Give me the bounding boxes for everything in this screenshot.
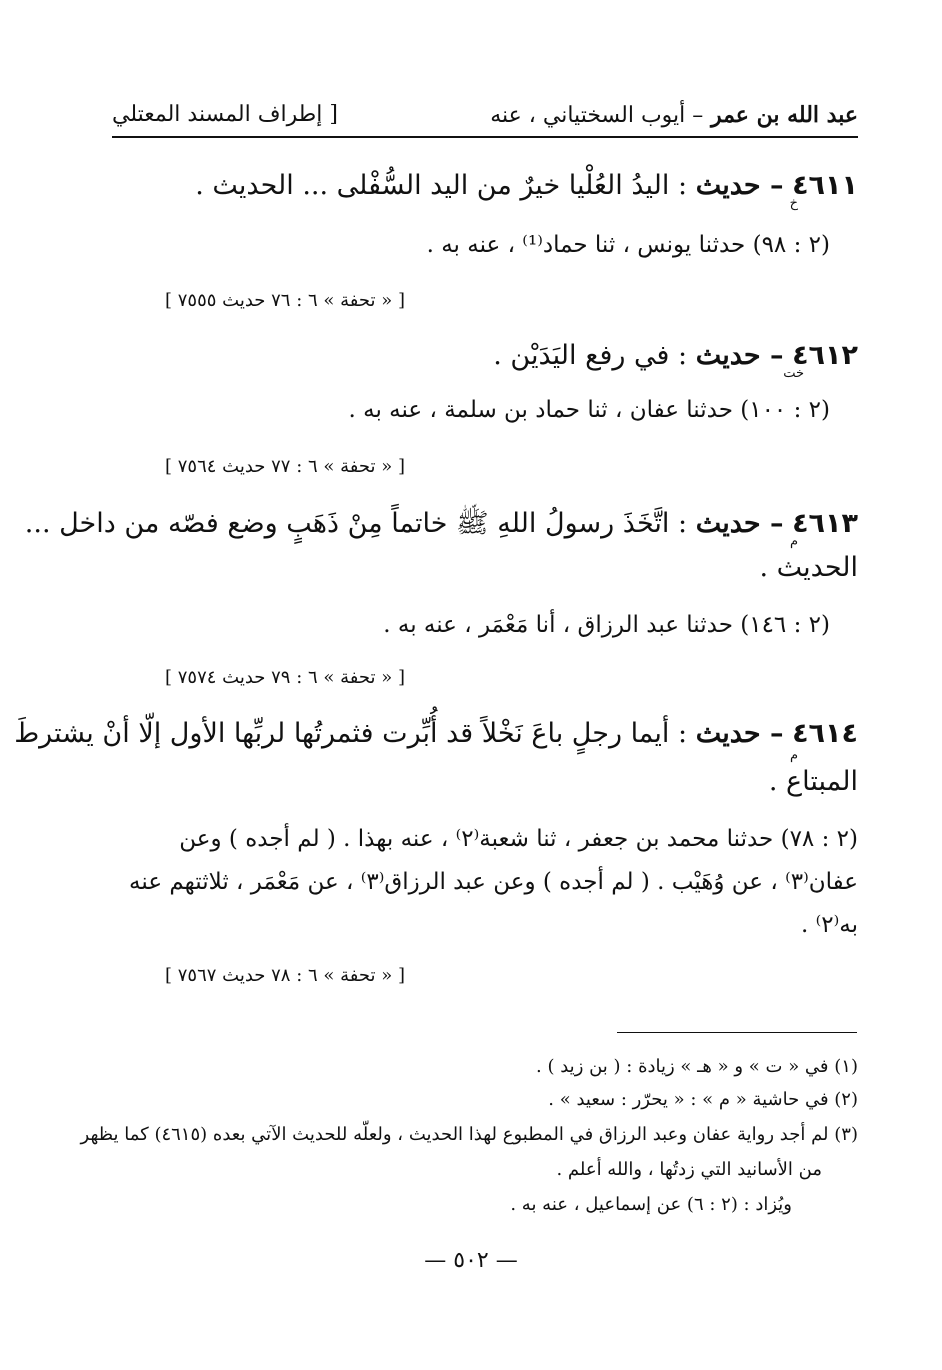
hadith-text: : اليدُ العُلْيا خيرٌ من اليد السُّفْلى ... الحديث . [195,170,688,201]
header-book-title: [ إطراف المسند المعتلي [112,102,338,127]
header-narrator: عبد الله بن عمر [710,102,858,128]
hadith-text: : أيما رجلٍ باعَ نَخْلاً قد أُبِّرت فثمرتُها لربِّها الأول إلّا أنْ يشترطَ [14,718,688,749]
hadith-4614-tuhfa: [ « تحفة » ٦ : ٧٨ حديث ٧٥٦٧ ] [165,965,405,986]
hadith-label: – حديث [695,718,784,749]
footnote-separator [617,1032,857,1033]
hadith-number: ٤٦١١ [792,170,858,201]
header-subnarrator: – أيوب السختياني ، عنه [490,103,704,128]
hadith-text: : في رفع اليَدَيْن . [493,340,688,371]
hadith-4614-isnad: (٢ : ٧٨) حدثنا محمد بن جعفر ، ثنا شعبة⁽٢⁾ ، عنه بهذا . ( لم أجده ) وعن [179,826,858,852]
hadith-number: ٤٦١٣ [792,508,858,539]
hadith-label: – حديث [695,170,784,201]
footnote-3: (٣) لم أجد رواية عفان وعبد الرزاق في المطبوع لهذا الحديث ، ولعلّه للحديث الآتي بعده (٤٦١٥) كما يظهر [80,1124,858,1145]
hadith-label: – حديث [695,340,784,371]
hadith-4611-tuhfa: [ « تحفة » ٦ : ٧٦ حديث ٧٥٥٥ ] [165,290,405,311]
page-number: — ٥٠٢ — [424,1248,518,1273]
hadith-4612-tuhfa: [ « تحفة » ٦ : ٧٧ حديث ٧٥٦٤ ] [165,456,405,477]
hadith-number: ٤٦١٤ [792,718,858,749]
hadith-4613-line [25,506,858,546]
footnote-1: (١) في « ت » و « هـ » زيادة : ( بن زيد ) . [536,1056,858,1077]
hadith-4613-tuhfa: [ « تحفة » ٦ : ٧٩ حديث ٧٥٧٤ ] [165,667,405,688]
hadith-4613-isnad: (٢ : ١٤٦) حدثنا عبد الرزاق ، أنا مَعْمَر ، عنه به . [383,612,830,638]
hadith-4614-isnad-end: به⁽٢⁾ . [800,912,858,938]
footnote-2: (٢) في حاشية « م » : « يحرّر : سعيد » . [548,1089,858,1110]
hadith-source-marker: خت [783,366,804,381]
hadith-source-marker: خ [789,196,798,211]
hadith-4613-text-cont: الحديث . [759,552,858,583]
hadith-source-marker: م [789,748,798,763]
hadith-label: – حديث [695,508,784,539]
hadith-text: : اتَّخَذَ رسولُ اللهِ ﷺ خاتماً مِنْ ذَهَبٍ وضع فصّه من داخل ... [24,508,688,539]
hadith-4612-isnad: (٢ : ١٠٠) حدثنا عفان ، ثنا حماد بن سلمة ، عنه به . [348,397,830,423]
footnote-3-addition: ويُزاد : (٢ : ٦) عن إسماعيل ، عنه به . [510,1194,792,1215]
hadith-4611-line [195,170,858,201]
hadith-4611-isnad: (٢ : ٩٨) حدثنا يونس ، ثنا حماد⁽¹⁾ ، عنه به . [426,232,830,258]
header-title [490,102,858,128]
hadith-4614-text-cont: المبتاع . [768,766,858,797]
footnote-3-cont: من الأسانيد التي زدتُها ، والله أعلم . [556,1159,822,1180]
running-header [112,96,858,138]
hadith-4614-isnad-cont: عفان⁽٣⁾ ، عن وُهَيْب . ( لم أجده ) وعن عبد الرزاق⁽٣⁾ ، عن مَعْمَر ، ثلاثتهم عنه [129,869,858,895]
hadith-number: ٤٦١٢ [792,340,858,371]
hadith-4614-line [14,718,858,749]
hadith-source-marker: م [789,534,798,549]
